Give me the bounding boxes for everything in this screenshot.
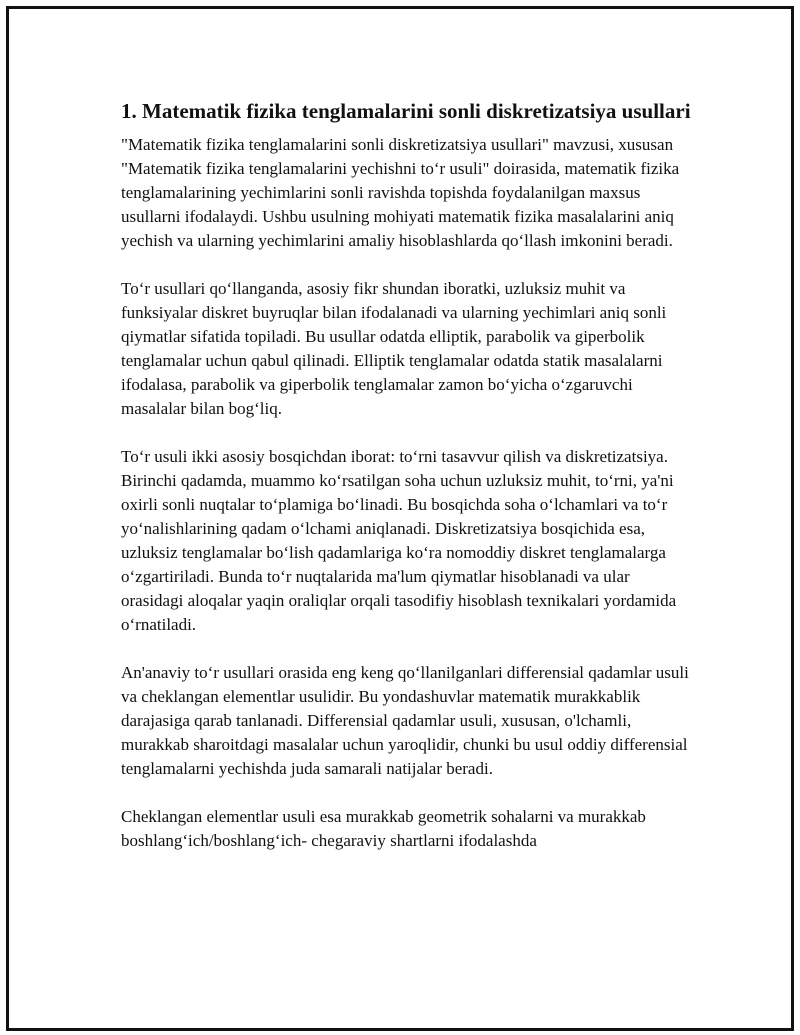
paragraph-1: "Matematik fizika tenglamalarini sonli diskretizatsiya usullari" mavzusi, xususan "Matematik fizika tenglamalarini yechishni to‘r usuli" doirasida, matematik fizika tenglamalarining yechimlarini sonli ravishda topishda foydalanilgan maxsus usullarni ifodalaydi. Ushbu usulning mohiyati matematik fizika masalalarini aniq yechish va ularning yechimlarini amaliy hisoblashlarda qo‘llash imkonini beradi. xyxy=(121,135,680,250)
page-frame xyxy=(6,6,794,1031)
paragraph-5: Cheklangan elementlar usuli esa murakkab geometrik sohalarni va murakkab boshlang‘ich/boshlang‘ich- chegaraviy shartlarni ifodalashda xyxy=(121,807,646,850)
paragraph-4: An'anaviy to‘r usullari orasida eng keng qo‘llanilganlari differensial qadamlar usuli va cheklangan elementlar usulidir. Bu yondashuvlar matematik murakkablik darajasiga qarab tanlanadi. Differensial qadamlar usuli, xususan, o'lchamli, murakkab sharoitdagi masalalar uchun yaroqlidir, chunki bu usul oddiy differensial tenglamalarni yechishda juda samarali natijalar beradi. xyxy=(121,663,689,778)
section-heading: 1. Matematik fizika tenglamalarini sonli diskretizatsiya usullari xyxy=(121,99,691,123)
paragraph-2: To‘r usullari qo‘llanganda, asosiy fikr shundan iboratki, uzluksiz muhit va funksiyalar diskret buyruqlar bilan ifodalanadi va ularning yechimlari aniq sonli qiymatlar sifatida topiladi. Bu usullar odatda elliptik, parabolik va giperbolik tenglamalar uchun qabul qilinadi. Elliptik tenglamalar odatda statik masalalarni ifodalasa, parabolik va giperbolik tenglamalar zamon bo‘yicha o‘zgaruvchi masalalar bilan bog‘liq. xyxy=(121,279,667,418)
document-body xyxy=(121,97,691,877)
paragraph-3: To‘r usuli ikki asosiy bosqichdan iborat: to‘rni tasavvur qilish va diskretizatsiya. Birinchi qadamda, muammo ko‘rsatilgan soha uchun uzluksiz muhit, to‘rni, ya'ni oxirli sonli nuqtalar to‘plamiga bo‘linadi. Bu bosqichda soha o‘lchamlari va to‘r yo‘nalishlarining qadam o‘lchami aniqlanadi. Diskretizatsiya bosqichida esa, uzluksiz tenglamalar bo‘lish qadamlariga ko‘ra nomoddiy diskret tenglamalarga o‘zgartiriladi. Bunda to‘r nuqtalarida ma'lum qiymatlar hisoblanadi va ular orasidagi aloqalar yaqin oraliqlar orqali tasodifiy hisoblash texnikalari yordamida o‘rnatiladi. xyxy=(121,447,677,634)
